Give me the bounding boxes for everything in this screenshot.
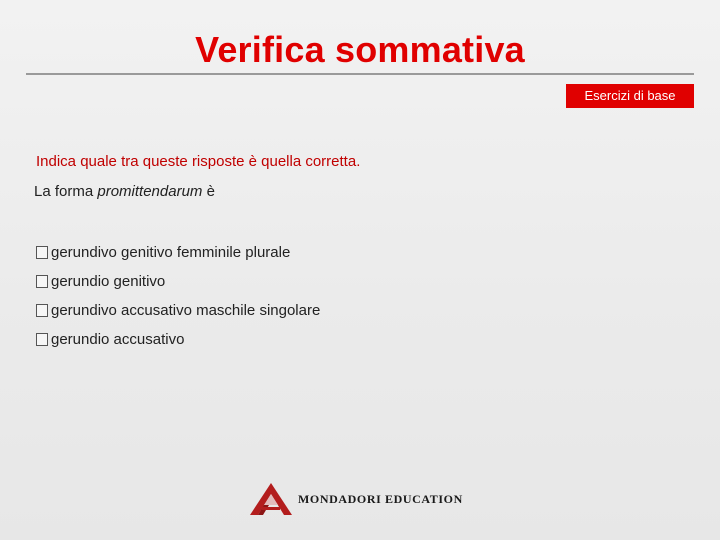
option-1[interactable] (36, 238, 320, 267)
section-badge: Esercizi di base (566, 84, 694, 108)
checkbox-icon[interactable] (36, 275, 48, 288)
option-4[interactable] (36, 325, 320, 354)
checkbox-icon[interactable] (36, 304, 48, 317)
option-label: gerundio accusativo (51, 330, 185, 348)
option-label: gerundivo accusativo maschile singolare (51, 301, 321, 319)
publisher-logo (248, 482, 463, 516)
prompt-before: La forma (34, 183, 98, 200)
option-label: gerundio genitivo (51, 272, 166, 290)
logo-text: MONDADORI EDUCATION (298, 491, 463, 506)
option-2[interactable] (36, 267, 320, 296)
page-title: Verifica sommativa (195, 29, 525, 70)
prompt-word: promittendarum (97, 183, 203, 200)
question-text: Indica quale tra queste risposte è quella corretta. (36, 153, 361, 170)
prompt-after: è (202, 183, 215, 200)
checkbox-icon[interactable] (36, 246, 48, 259)
option-label: gerundivo genitivo femminile plurale (51, 243, 291, 261)
answer-options (36, 238, 320, 354)
mondadori-a-icon (248, 482, 294, 516)
checkbox-icon[interactable] (36, 333, 48, 346)
title-divider (26, 73, 694, 75)
prompt-text (34, 182, 215, 202)
option-3[interactable] (36, 296, 320, 325)
